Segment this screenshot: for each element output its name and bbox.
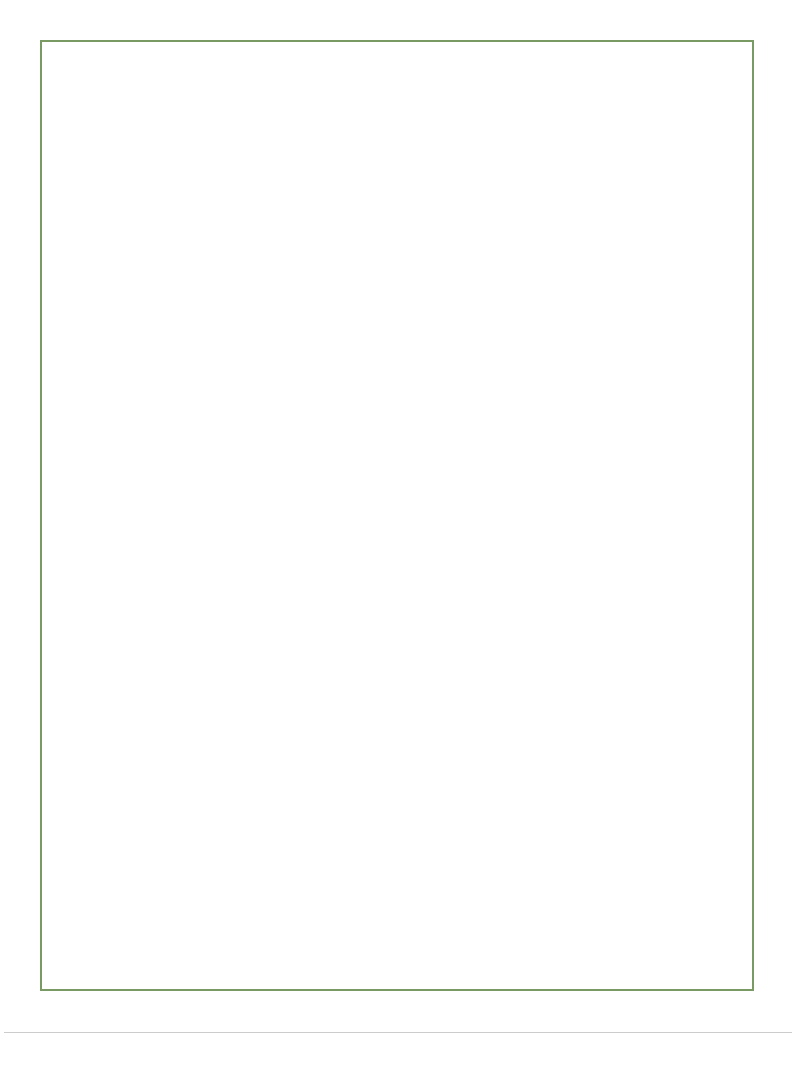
legend (0, 1034, 796, 1064)
legend-divider (4, 1032, 792, 1033)
horoscope-board (40, 40, 754, 991)
